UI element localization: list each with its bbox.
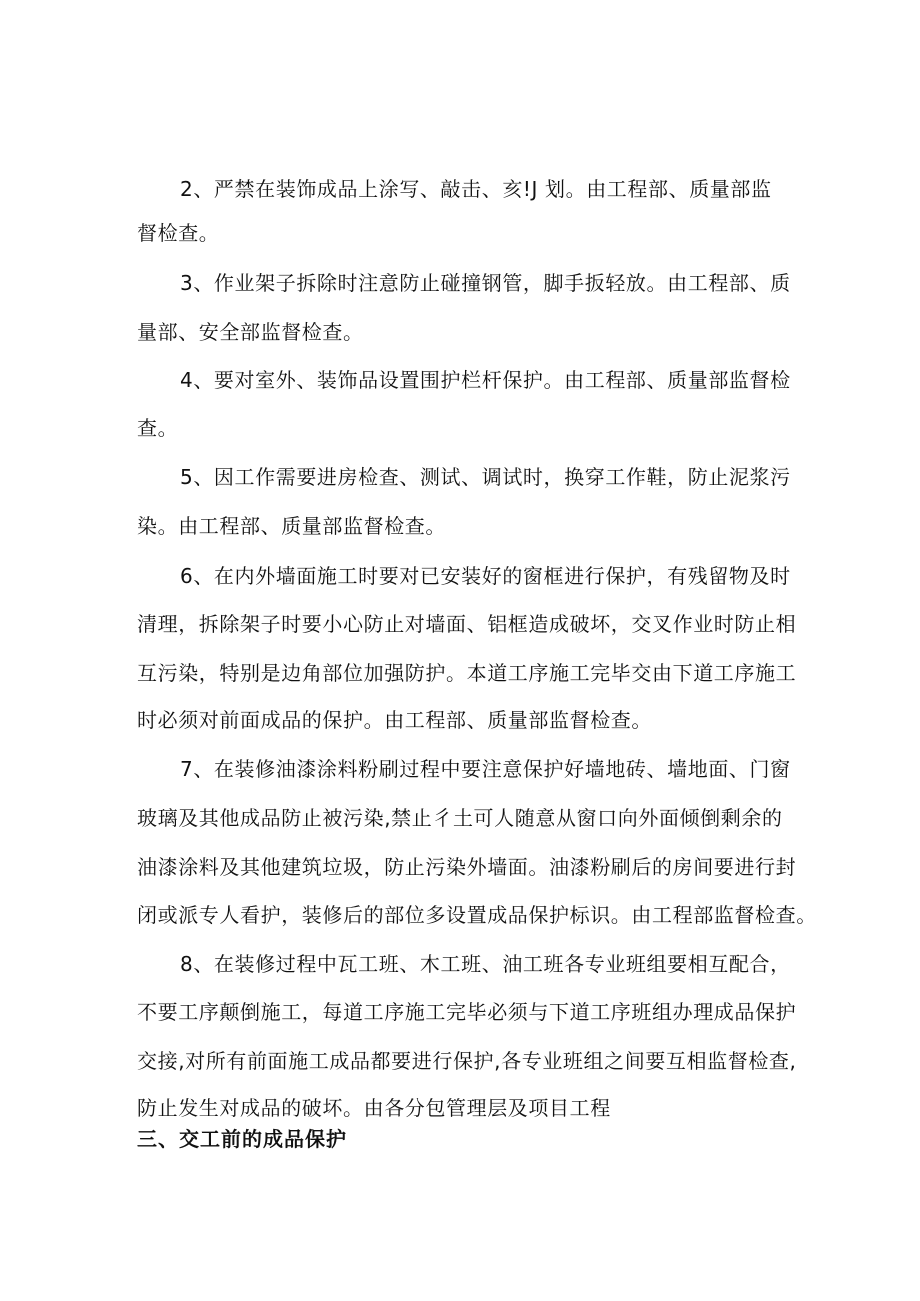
- paragraph-7-line-2: 玻璃及其他成品防止被污染,禁止彳土可人随意从窗口向外面倾倒剩余的: [137, 806, 783, 830]
- section-heading: 三、交工前的成品保护: [137, 1127, 347, 1151]
- paragraph-6-line-1: 6、在内外墙面施工时要对已安装好的窗框进行保护，有残留物及时: [180, 564, 791, 588]
- paragraph-8-line-3: 交接,对所有前面施工成品都要进行保护,各专业班组之间要互相监督检查,: [137, 1049, 797, 1073]
- paragraph-4-line-1: 4、要对室外、装饰品设置围护栏杆保护。由工程部、质量部监督检: [180, 368, 791, 392]
- paragraph-4-line-2: 查。: [137, 416, 179, 440]
- paragraph-5-line-2: 染。由工程部、质量部监督检查。: [137, 514, 446, 538]
- paragraph-2-line-1: 2、严禁在装饰成品上涂写、敲击、亥!J 划。由工程部、质量部监: [180, 177, 772, 201]
- paragraph-7-line-1: 7、在装修油漆涂料粉刷过程中要注意保护好墙地砖、墙地面、门窗: [180, 757, 791, 781]
- paragraph-7-line-4: 闭或派专人看护，装修后的部位多设置成品保护标识。由工程部监督检查。: [137, 903, 817, 927]
- paragraph-6-line-4: 时必须对前面成品的保护。由工程部、质量部监督检查。: [137, 708, 652, 732]
- paragraph-3-line-2: 量部、安全部监督检查。: [137, 320, 364, 344]
- paragraph-7-line-3: 油漆涂料及其他建筑垃圾，防止污染外墙面。油漆粉刷后的房间要进行封: [137, 855, 797, 879]
- paragraph-6-line-3: 互污染，特别是边角部位加强防护。本道工序施工完毕交由下道工序施工: [137, 661, 797, 685]
- paragraph-8-line-2: 不要工序颠倒施工，每道工序施工完毕必须与下道工序班组办理成品保护: [137, 1000, 797, 1024]
- paragraph-5-line-1: 5、因工作需要进房检查、测试、调试时，换穿工作鞋，防止泥浆污: [180, 465, 791, 489]
- paragraph-2-line-2: 督检查。: [137, 221, 220, 245]
- paragraph-3-line-1: 3、作业架子拆除时注意防止碰撞钢管，脚手扳轻放。由工程部、质: [180, 271, 791, 295]
- paragraph-8-line-1: 8、在装修过程中瓦工班、木工班、油工班各专业班组要相互配合，: [180, 952, 791, 976]
- paragraph-6-line-2: 清理，拆除架子时要小心防止对墙面、铝框造成破坏，交叉作业时防止相: [137, 612, 797, 636]
- paragraph-8-line-4: 防止发生对成品的破坏。由各分包管理层及项目工程: [137, 1096, 611, 1120]
